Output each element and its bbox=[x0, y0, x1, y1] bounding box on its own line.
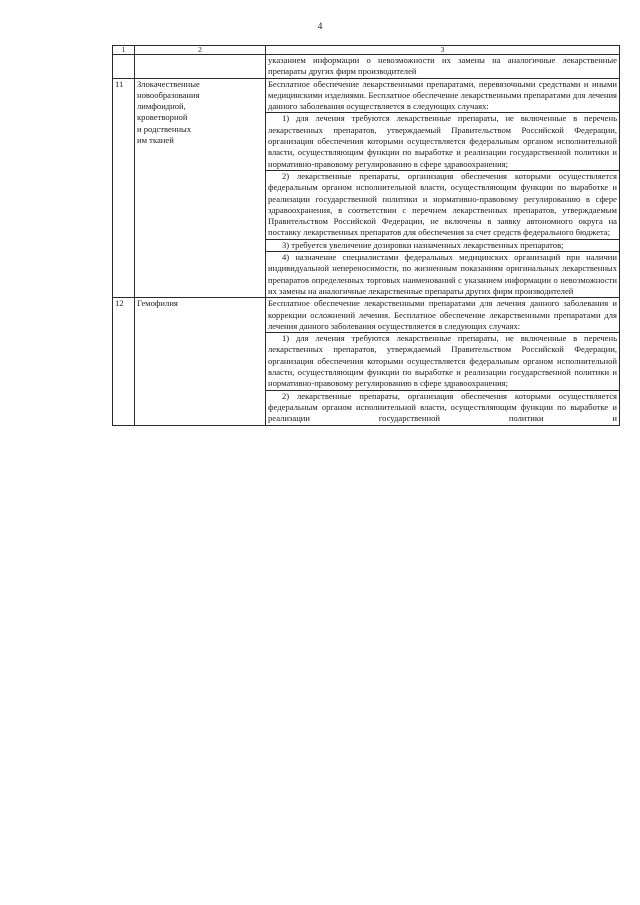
disease-name: Гемофилия bbox=[135, 298, 266, 425]
provision-item: 3) требуется увеличение дозировки назначенных лекарственных препаратов; bbox=[265, 240, 620, 252]
table-row bbox=[113, 298, 620, 425]
table-row bbox=[113, 78, 620, 298]
diseases-table bbox=[112, 45, 620, 426]
provision-item: 4) назначение специалистами федеральных медицинских организаций при наличии индивидуальной непереносимости, по жизненным показаниям оригинальных лекарственных препаратов определенных торговых наименований с указанием информации о невозможности их замены на аналогичные лекарственные препараты других фирм производителей bbox=[268, 252, 617, 296]
provision-intro: Бесплатное обеспечение лекарственными препаратами для лечения данного заболевания и коррекции осложнений лечения. Бесплатное обеспечение лекарственными препаратами для лечения данного заболевания осуществляется в следующих случаях: bbox=[265, 298, 620, 333]
page-number: 4 bbox=[317, 22, 323, 32]
table-header-row bbox=[113, 46, 620, 55]
row-number: 12 bbox=[113, 298, 135, 425]
header-col-3: 3 bbox=[266, 46, 620, 55]
continuation-text: указанием информации о невозможности их замены на аналогичные лекарственные препараты других фирм производителей bbox=[266, 55, 620, 79]
table-row bbox=[113, 55, 620, 79]
provision-item: 2) лекарственные препараты, организация обеспечения которыми осуществляется федеральным органом исполнительной власти, осуществляющим функции по выработке и реализации государственной политики и нормативно-правовому регулированию в сфере здравоохранения, в соответствии с перечнем лекарственных препаратов, утверждаемым Правительством Российской Федерации, не включены в заявку автономного округа на поставку лекарственных препаратов для обеспечения за счет средств федерального бюджета; bbox=[265, 171, 620, 240]
provision-description bbox=[266, 298, 620, 425]
row-number: 11 bbox=[113, 78, 135, 298]
provision-item: 1) для лечения требуются лекарственные препараты, не включенные в перечень лекарственных препаратов, утверждаемый Правительством Российской Федерации, организация обеспечения которыми осуществляется федеральным органом исполнительной власти, осуществляющим функции по выработке и реализации государственной политики и нормативно-правовому регулированию в сфере здравоохранения; bbox=[265, 333, 620, 390]
provision-description bbox=[266, 78, 620, 298]
provision-item: 1) для лечения требуются лекарственные препараты, не включенные в перечень лекарственных препаратов, утверждаемый Правительством Российской Федерации, организация обеспечения которыми осуществляется федеральным органом исполнительной власти, осуществляющим функции по выработке и реализации государственной политики и нормативно-правовому регулированию в сфере здравоохранения; bbox=[265, 113, 620, 170]
provision-intro: Бесплатное обеспечение лекарственными препаратами, перевязочными средствами и иными медицинскими изделиями. Бесплатное обеспечение лекарственными препаратами для лечения данного заболевания осуществляется в следующих случаях: bbox=[265, 79, 620, 114]
disease-name: Злокачественные новообразования лимфоидной, кроветворной и родственных им тканей bbox=[135, 78, 266, 298]
provision-item: 2) лекарственные препараты, организация обеспечения которыми осуществляется федеральным органом исполнительной власти, осуществляющим функции по выработке и реализации государственной политики и bbox=[268, 390, 617, 424]
header-col-1: 1 bbox=[113, 46, 135, 55]
header-col-2: 2 bbox=[135, 46, 266, 55]
